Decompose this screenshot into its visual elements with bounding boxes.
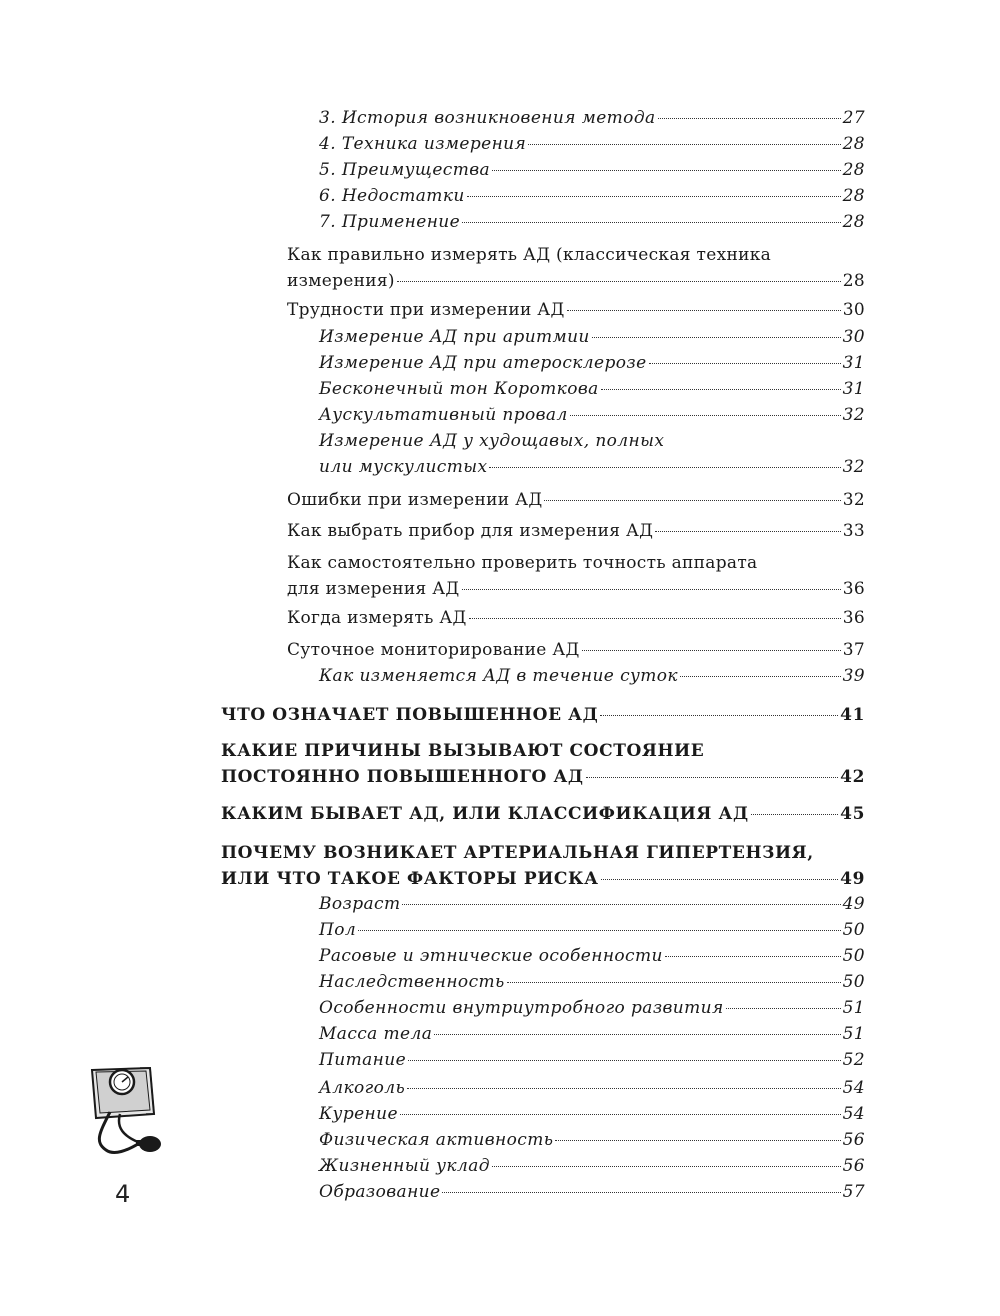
dot-leader	[726, 1008, 841, 1009]
toc-entry-disadvantages[interactable]	[319, 183, 865, 209]
toc-entry-title: Измерение АД при аритмии	[319, 327, 590, 347]
toc-entry-title: 7. Применение	[319, 212, 461, 232]
toc-entry-title: Алкоголь	[319, 1078, 406, 1098]
toc-page-number: 28	[842, 271, 865, 291]
toc-page-number: 52	[842, 1050, 865, 1070]
dot-leader	[462, 589, 841, 590]
toc-page-number: 51	[842, 1024, 865, 1044]
toc-entry-title: Пол	[319, 920, 357, 940]
toc-entry-arrhythmia[interactable]	[319, 324, 865, 350]
toc-page-number: 42	[840, 767, 865, 787]
toc-entry-physical-activity[interactable]	[319, 1127, 865, 1153]
dot-leader	[592, 337, 841, 338]
toc-page-number: 50	[842, 946, 865, 966]
toc-entry-technique[interactable]	[319, 131, 865, 157]
toc-entry-ethnicity[interactable]	[319, 943, 865, 969]
toc-entry-title: Когда измерять АД	[287, 608, 467, 628]
toc-entry-korotkov-tone[interactable]	[319, 376, 865, 402]
toc-entry-title-line: Как самостоятельно проверить точность аппарата	[287, 553, 758, 573]
dot-leader	[397, 281, 841, 282]
toc-page-number: 31	[842, 353, 865, 373]
toc-entry-daily-monitoring[interactable]	[287, 637, 865, 663]
toc-entry-daily-changes[interactable]	[319, 663, 865, 689]
dot-leader	[570, 415, 841, 416]
dot-leader	[658, 118, 841, 119]
toc-entry-title: Трудности при измерении АД	[287, 300, 565, 320]
dot-leader	[434, 1034, 840, 1035]
toc-entry-title: или мускулистых	[319, 457, 488, 477]
toc-entry-title-line: Как правильно измерять АД (классическая техника	[287, 245, 772, 265]
dot-leader	[600, 715, 838, 716]
toc-page-number: 41	[840, 705, 865, 725]
dot-leader	[400, 1114, 841, 1115]
dot-leader	[442, 1192, 840, 1193]
toc-entry-title: ПОСТОЯННО ПОВЫШЕННОГО АД	[221, 767, 584, 787]
toc-entry-auscultatory-gap[interactable]	[319, 402, 865, 428]
toc-chapter-causes[interactable]	[221, 738, 865, 790]
dot-leader	[567, 310, 841, 311]
dot-leader	[751, 814, 838, 815]
toc-page-number: 36	[842, 579, 865, 599]
toc-page-number: 30	[842, 327, 865, 347]
toc-entry-title-line: КАКИЕ ПРИЧИНЫ ВЫЗЫВАЮТ СОСТОЯНИЕ	[221, 741, 705, 761]
toc-entry-atherosclerosis[interactable]	[319, 350, 865, 376]
toc-entry-title: Как выбрать прибор для измерения АД	[287, 521, 654, 541]
dot-leader	[489, 467, 840, 468]
toc-entry-title: Масса тела	[319, 1024, 433, 1044]
toc-entry-title: Возраст	[319, 894, 401, 914]
page-number: 4	[115, 1180, 131, 1208]
toc-entry-title: Питание	[319, 1050, 407, 1070]
toc-entry-title: КАКИМ БЫВАЕТ АД, ИЛИ КЛАССИФИКАЦИЯ АД	[221, 804, 749, 824]
toc-page-number: 39	[842, 666, 865, 686]
dot-leader	[402, 904, 840, 905]
toc-entry-lifestyle[interactable]	[319, 1153, 865, 1179]
toc-entry-title: Расовые и этнические особенности	[319, 946, 663, 966]
toc-page-number: 33	[842, 521, 865, 541]
dot-leader	[462, 222, 840, 223]
toc-entry-education[interactable]	[319, 1179, 865, 1205]
dot-leader	[555, 1140, 840, 1141]
toc-entry-age[interactable]	[319, 891, 865, 917]
toc-entry-difficulties[interactable]	[287, 297, 865, 323]
toc-page-number: 56	[842, 1130, 865, 1150]
dot-leader	[544, 500, 840, 501]
toc-entry-title: Ошибки при измерении АД	[287, 490, 543, 510]
toc-entry-sex[interactable]	[319, 917, 865, 943]
toc-chapter-elevated-bp[interactable]	[221, 702, 865, 728]
toc-entry-title: Физическая активность	[319, 1130, 554, 1150]
toc-entry-prenatal[interactable]	[319, 995, 865, 1021]
dot-leader	[408, 1060, 841, 1061]
toc-entry-title: Курение	[319, 1104, 398, 1124]
toc-page-number: 49	[840, 869, 865, 889]
toc-page-number: 54	[842, 1078, 865, 1098]
toc-page-number: 31	[842, 379, 865, 399]
toc-entry-history[interactable]	[319, 105, 865, 131]
toc-page-number: 32	[842, 457, 865, 477]
dot-leader	[655, 531, 841, 532]
dot-leader	[601, 389, 841, 390]
toc-entry-title: 5. Преимущества	[319, 160, 491, 180]
toc-page-number: 50	[842, 972, 865, 992]
dot-leader	[467, 196, 841, 197]
toc-page-number: 49	[842, 894, 865, 914]
toc-page-number: 51	[842, 998, 865, 1018]
toc-page-number: 50	[842, 920, 865, 940]
toc-entry-nutrition[interactable]	[319, 1047, 865, 1073]
dot-leader	[492, 170, 841, 171]
toc-chapter-classification[interactable]	[221, 801, 865, 827]
toc-entry-body-types[interactable]	[319, 428, 865, 480]
dot-leader	[601, 879, 839, 880]
toc-entry-title: ИЛИ ЧТО ТАКОЕ ФАКТОРЫ РИСКА	[221, 869, 599, 889]
dot-leader	[407, 1088, 840, 1089]
toc-entry-check-accuracy[interactable]	[287, 550, 865, 602]
toc-entry-title: Образование	[319, 1182, 441, 1202]
toc-entry-how-to-measure[interactable]	[287, 242, 865, 294]
toc-page-number: 32	[842, 405, 865, 425]
toc-entry-choose-device[interactable]	[287, 518, 865, 544]
toc-entry-title: Суточное мониторирование АД	[287, 640, 580, 660]
toc-chapter-risk-factors[interactable]	[221, 840, 865, 892]
toc-entry-title: Как изменяется АД в течение суток	[319, 666, 678, 686]
toc-page-number: 56	[842, 1156, 865, 1176]
toc-entry-title: Жизненный уклад	[319, 1156, 490, 1176]
toc-entry-when-to-measure[interactable]	[287, 605, 865, 631]
dot-leader	[528, 144, 840, 145]
toc-entry-title: Особенности внутриутробного развития	[319, 998, 724, 1018]
toc-entry-body-mass[interactable]	[319, 1021, 865, 1047]
toc-entry-errors[interactable]	[287, 487, 865, 513]
dot-leader	[492, 1166, 841, 1167]
toc-entry-title: ЧТО ОЗНАЧАЕТ ПОВЫШЕННОЕ АД	[221, 705, 599, 725]
toc-page-number: 28	[842, 160, 865, 180]
toc-entry-title: измерения)	[287, 271, 395, 291]
toc-entry-application[interactable]	[319, 209, 865, 235]
dot-leader	[582, 650, 841, 651]
dot-leader	[649, 363, 841, 364]
toc-entry-title: Бесконечный тон Короткова	[319, 379, 599, 399]
toc-entry-title: 4. Техника измерения	[319, 134, 527, 154]
toc-entry-title: Измерение АД при атеросклерозе	[319, 353, 647, 373]
toc-entry-heredity[interactable]	[319, 969, 865, 995]
toc-entry-title: 6. Недостатки	[319, 186, 465, 206]
toc-page-number: 32	[842, 490, 865, 510]
dot-leader	[680, 676, 841, 677]
toc-page-number: 30	[842, 300, 865, 320]
toc-entry-smoking[interactable]	[319, 1101, 865, 1127]
toc-entry-title-line: Измерение АД у худощавых, полных	[319, 431, 665, 451]
toc-page-number: 54	[842, 1104, 865, 1124]
dot-leader	[665, 956, 841, 957]
dot-leader	[586, 777, 839, 778]
toc-page-number: 27	[842, 108, 865, 128]
toc-entry-advantages[interactable]	[319, 157, 865, 183]
toc-entry-title-line: ПОЧЕМУ ВОЗНИКАЕТ АРТЕРИАЛЬНАЯ ГИПЕРТЕНЗИЯ,	[221, 843, 814, 863]
toc-page-number: 28	[842, 134, 865, 154]
toc-entry-alcohol[interactable]	[319, 1075, 865, 1101]
dot-leader	[507, 982, 841, 983]
toc-entry-title: Аускультативный провал	[319, 405, 568, 425]
toc-page-number: 37	[842, 640, 865, 660]
dot-leader	[469, 618, 841, 619]
toc-page-number: 57	[842, 1182, 865, 1202]
toc-entry-title: Наследственность	[319, 972, 505, 992]
toc-page-number: 28	[842, 212, 865, 232]
blood-pressure-monitor-icon	[80, 1062, 170, 1162]
toc-page-number: 36	[842, 608, 865, 628]
toc-page-number: 45	[840, 804, 865, 824]
toc-entry-title: для измерения АД	[287, 579, 460, 599]
toc-page-number: 28	[842, 186, 865, 206]
dot-leader	[358, 930, 840, 931]
toc-entry-title: 3. История возникновения метода	[319, 108, 656, 128]
